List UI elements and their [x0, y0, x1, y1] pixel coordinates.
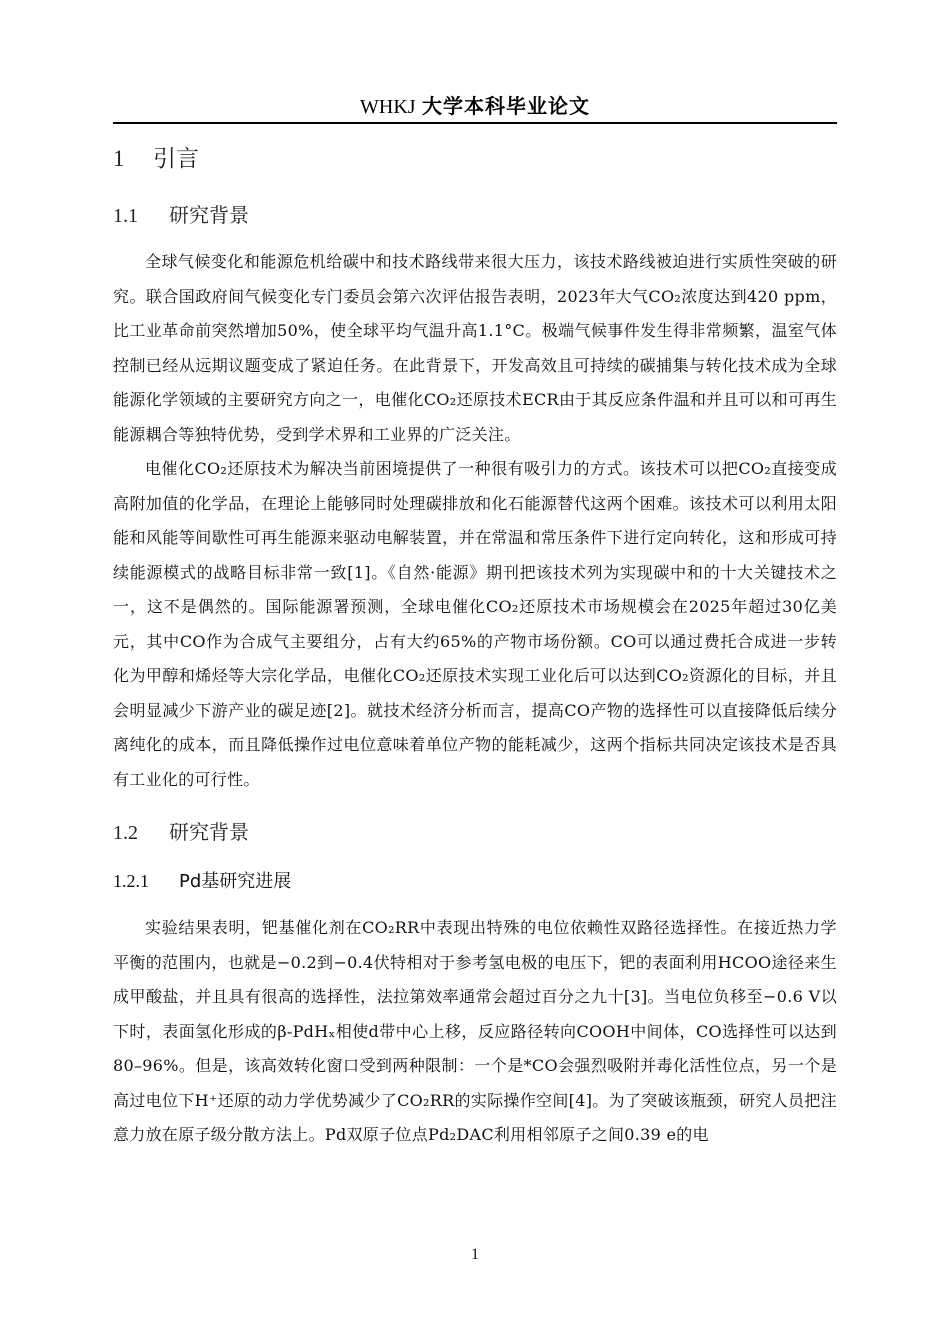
subsection-number: 1.2.1 [113, 871, 149, 891]
chapter-heading [113, 138, 837, 180]
running-header [113, 92, 837, 124]
header-latin: WHKJ [360, 96, 416, 118]
page-number: 1 [471, 1246, 479, 1263]
section-number: 1.1 [113, 205, 138, 227]
section-heading-1-1 [113, 200, 837, 231]
subsection-title: Pd基研究进展 [179, 871, 292, 892]
subsection-heading-1-2-1 [113, 866, 837, 897]
section-title: 研究背景 [169, 820, 249, 844]
section-number: 1.2 [113, 822, 138, 844]
section-heading-1-2 [113, 817, 837, 848]
paragraph-3: 实验结果表明，钯基催化剂在CO₂RR中表现出特殊的电位依赖性双路径选择性。在接近热力学平衡的范围内，也就是−0.2到−0.4伏特相对于参考氢电极的电压下，钯的表面利用HCOO途径来生成甲酸盐，并且具有很高的选择性，法拉第效率通常会超过百分之九十[3]。当电位负移至−0.6 V以下时，表面氢化形成的β-PdHₓ相使d带中心上移，反应路径转向COOH中间体，CO选择性可以达到80–96%。但是，该高效转化窗口受到两种限制：一个是*CO会强烈吸附并毒化活性位点，另一个是高过电位下H⁺还原的动力学优势减少了CO₂RR的实际操作空间[4]。为了突破该瓶颈，研究人员把注意力放在原子级分散方法上。Pd双原子位点Pd₂DAC利用相邻原子之间0.39 e的电 [113, 918, 837, 1144]
chapter-title: 引言 [153, 146, 199, 172]
body-content [113, 138, 837, 1153]
paragraph-2: 电催化CO₂还原技术为解决当前困境提供了一种很有吸引力的方式。该技术可以把CO₂直接变成高附加值的化学品，在理论上能够同时处理碳排放和化石能源替代这两个困难。该技术可以利用太阳能和风能等间歇性可再生能源来驱动电解装置，并在常温和常压条件下进行定向转化，这和形成可持续能源模式的战略目标非常一致[1]。《自然·能源》期刊把该技术列为实现碳中和的十大关键技术之一，这不是偶然的。国际能源署预测，全球电催化CO₂还原技术市场规模会在2025年超过30亿美元，其中CO作为合成气主要组分，占有大约65%的产物市场份额。CO可以通过费托合成进一步转化为甲醇和烯烃等大宗化学品，电催化CO₂还原技术实现工业化后可以达到CO₂资源化的目标，并且会明显减少下游产业的碳足迹[2]。就技术经济分析而言，提高CO产物的选择性可以直接降低后续分离纯化的成本，而且降低操作过电位意味着单位产物的能耗减少，这两个指标共同决定该技术是否具有工业化的可行性。 [113, 459, 837, 789]
paragraph-1: 全球气候变化和能源危机给碳中和技术路线带来很大压力，该技术路线被迫进行实质性突破的研究。联合国政府间气候变化专门委员会第六次评估报告表明，2023年大气CO₂浓度达到420 ppm，比工业革命前突然增加50%，使全球平均气温升高1.1°C。极端气候事件发生得非常频繁，温室气体控制已经从远期议题变成了紧迫任务。在此背景下，开发高效且可持续的碳捕集与转化技术成为全球能源化学领域的主要研究方向之一，电催化CO₂还原技术ECR由于其反应条件温和并且可以和可再生能源耦合等独特优势，受到学术界和工业界的广泛关注。 [113, 252, 837, 444]
chapter-number: 1 [113, 146, 125, 171]
section-title: 研究背景 [169, 203, 249, 227]
header-title: 大学本科毕业论文 [421, 94, 590, 118]
